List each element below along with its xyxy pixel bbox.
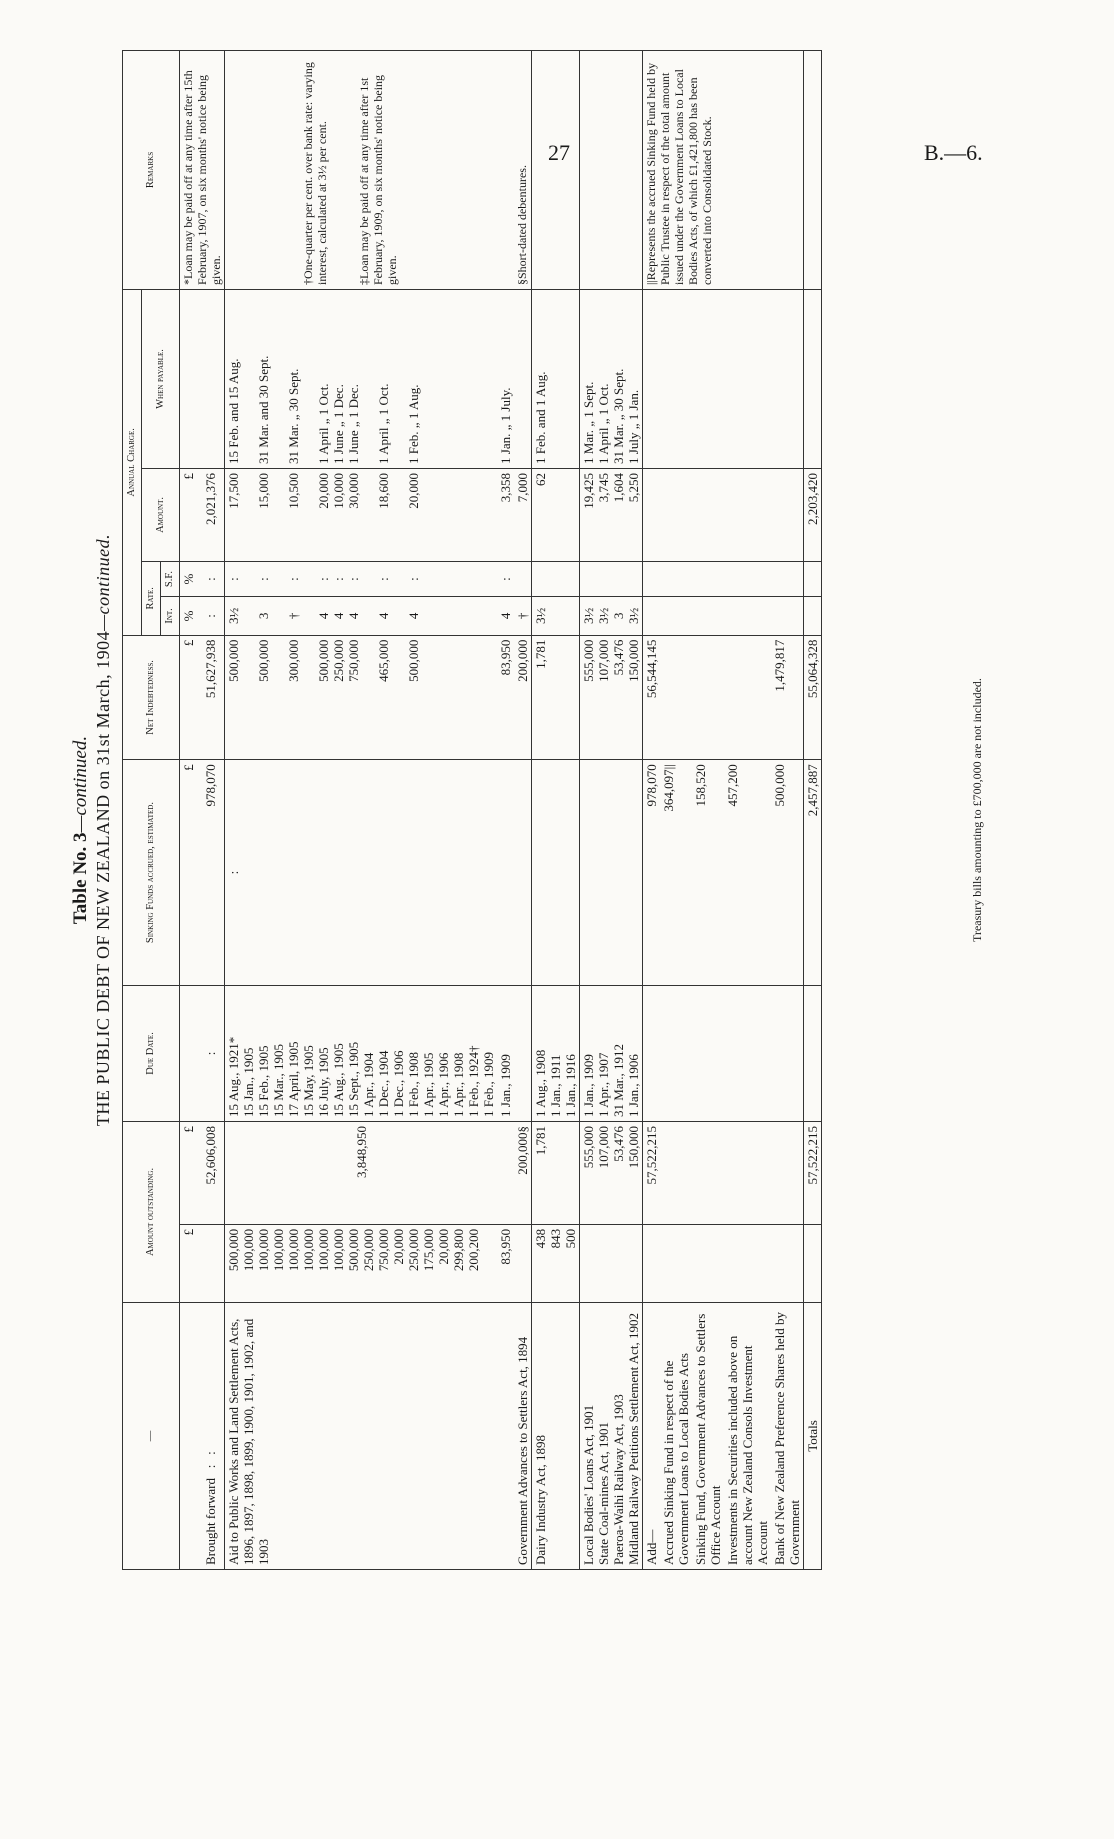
sinking-fund: 158,520 [692, 760, 724, 986]
sinking-fund: 2,457,887 [804, 760, 822, 986]
col-when: When payable. [142, 290, 180, 469]
row-label: Accrued Sinking Fund in respect of the Government Loans to Local Bodies Acts [660, 1303, 692, 1570]
sinking-fund: : [225, 760, 498, 986]
units-row [180, 51, 203, 1570]
due-date: : [202, 985, 225, 1121]
aid-net: 500,000 500,000 300,000 500,000 250,000 750,000 465,000 500,000 [225, 635, 498, 760]
unit-pound: £ [180, 468, 203, 561]
outstanding-total: 3,848,950 [225, 1121, 498, 1224]
local-labels: Local Bodies' Loans Act, 1901 State Coal-mines Act, 1901 Paeroa-Waihi Railway Act, 1903 Midland Railway Petitions Settlement Act, 1902 [580, 1303, 643, 1570]
col-sinking: Sinking Funds accrued, estimated. [123, 760, 180, 986]
aid-due-dates: 15 Aug., 1921* 15 Jan., 1905 15 Feb., 1905 15 Mar., 1905 17 April, 1905 15 May, 1905 16 July, 1905 15 Aug., 1905 15 Sept., 1905 1 Apr., 1904 1 Dec., 1904 1 Dec., 1906 1 Feb., 1908 1 Apr., 1905 1 Apr., 1906 1 Apr., 1908 1 Feb., 1924† 1 Feb., 1909 [225, 985, 498, 1121]
row-label: Add— [643, 1303, 661, 1570]
table-row [580, 51, 643, 1570]
outstanding-total: 52,606,008 [202, 1121, 225, 1224]
table-row [225, 51, 498, 1570]
when-payable: 1 Feb. and 1 Aug. [532, 290, 580, 469]
dairy-amounts: 438 843 500 [532, 1224, 580, 1302]
row-label: Dairy Industry Act, 1898 [532, 1303, 580, 1570]
row-label: Sinking Fund, Government Advances to Settlers Office Account [692, 1303, 724, 1570]
local-when: 1 Mar. „ 1 Sept. 1 April „ 1 Oct. 31 Mar. „ 30 Sept. 1 July „ 1 Jan. [580, 290, 643, 469]
sinking-fund: 978,070 [643, 760, 661, 986]
table-row [497, 51, 514, 1570]
sinking-fund: 500,000 [771, 760, 804, 986]
footnote: Treasury bills amounting to £700,000 are not included. [970, 678, 984, 942]
subtotal-row [643, 51, 661, 1570]
aid-annual: 17,500 15,000 10,500 20,000 10,000 30,000 18,600 20,000 [225, 468, 498, 561]
col-outstanding: Amount outstanding. [123, 1121, 180, 1302]
col-sf: S.F. [161, 561, 180, 596]
col-rate: Rate. [142, 561, 161, 635]
sinking-fund: 457,200 [724, 760, 771, 986]
table-heading: THE PUBLIC DEBT OF NEW ZEALAND on 31st March, 1904—continued. [93, 533, 113, 1127]
annual-amount: 62 [532, 468, 580, 561]
unit-pound: £ [180, 760, 203, 986]
unit-pound: £ [180, 1224, 203, 1302]
local-totals: 555,000 107,000 53,476 150,000 [580, 1121, 643, 1224]
row-label: Bank of New Zealand Preference Shares held by Government [771, 1303, 804, 1570]
aid-sf: : : : : : : : : [225, 561, 498, 596]
net-deduction: 1,479,817 [771, 635, 804, 760]
row-label [497, 1303, 514, 1570]
table-row [514, 51, 532, 1570]
local-annual: 19,425 3,745 1,604 5,250 [580, 468, 643, 561]
table-row [532, 51, 580, 1570]
net-indebtedness: 51,627,938 [202, 635, 225, 760]
row-label: Brought forward : : [202, 1303, 225, 1570]
remarks-aid [225, 51, 498, 290]
sinking-fund: 364,097|| [660, 760, 692, 986]
remark-3: ‡Loan may be paid off at any time after 1st February, 1909, on six months' notice being given. [357, 74, 399, 285]
due-date: 1 Jan., 1909 [497, 985, 514, 1121]
aid-when-payable: 15 Feb. and 15 Aug. 31 Mar. and 30 Sept. 31 Mar. „ 30 Sept. 1 April „ 1 Oct. 1 June „ 1 Dec. 1 June „ 1 Dec. 1 April „ 1 Oct. 1 Feb. „ 1 Aug. [225, 290, 498, 469]
public-debt-table [122, 50, 822, 1570]
local-int: 3½ 3½ 3 3½ [580, 597, 643, 636]
annual-amount: 3,358 [497, 468, 514, 561]
unit-pct: % [180, 561, 203, 596]
annual-amount: 7,000 [514, 468, 532, 561]
when-payable: 1 Jan. „ 1 July. [497, 290, 514, 469]
rotated-table-sheet [70, 0, 1030, 1590]
aid-int: 3½ 3 † 4 4 4 4 4 [225, 597, 498, 636]
remark-4: §Short-dated debentures. [514, 51, 532, 290]
remark-1: *Loan may be paid off at any time after 15th February, 1907, on six months' notice being given. [180, 51, 225, 290]
outstanding-total: 57,522,215 [643, 1121, 661, 1224]
net-indebtedness: 55,064,328 [804, 635, 822, 760]
outstanding-total: 57,522,215 [804, 1121, 822, 1224]
document-reference: B.—6. [924, 140, 983, 165]
row-label: Investments in Securities included above on account New Zealand Consols Investment Account [724, 1303, 771, 1570]
net-indebtedness: 1,781 [532, 635, 580, 760]
col-annual: Annual Charge. [123, 290, 142, 636]
local-dues: 1 Jan., 1909 1 Apr., 1907 31 Mar., 1912 1 Jan., 1906 [580, 985, 643, 1121]
rate-int: : [202, 597, 225, 636]
outstanding-amount: 83,950 [497, 1224, 514, 1302]
aid-amounts: 500,000 100,000 100,000 100,000 100,000 100,000 100,000 100,000 500,000 250,000 750,000 20,000 250,000 175,000 20,000 299,800 200,200 [225, 1224, 498, 1302]
col-remarks: Remarks [123, 51, 180, 290]
remark-5: ||Represents the accrued Sinking Fund held by Public Trustee in respect of the total amount issued under the Government Loans to Local Bodies Acts, of which £1,421,800 has been converted into Consolidated Stock. [643, 51, 804, 290]
col-description: — [123, 1303, 180, 1570]
sinking-fund: 978,070 [202, 760, 225, 986]
col-int: Int. [161, 597, 180, 636]
annual-amount: 2,021,376 [202, 468, 225, 561]
col-due: Due Date. [123, 985, 180, 1121]
net-indebtedness: 200,000 [514, 635, 532, 760]
local-net: 555,000 107,000 53,476 150,000 [580, 635, 643, 760]
col-amount: Amount. [142, 468, 180, 561]
row-label: Government Advances to Settlers Act, 1894 [514, 1303, 532, 1570]
annual-amount: 2,203,420 [804, 468, 822, 561]
col-net: Net Indebtedness. [123, 635, 180, 760]
rate-int: 4 [497, 597, 514, 636]
row-label: Totals [804, 1303, 822, 1570]
outstanding-total: 200,000§ [514, 1121, 532, 1224]
remark-2: †One-quarter per cent. over bank rate: varying interest, calculated at 3½ per cent. [301, 62, 329, 285]
net-indebtedness: 56,544,145 [643, 635, 661, 760]
unit-pound: £ [180, 1121, 203, 1224]
unit-pound: £ [180, 635, 203, 760]
rate-sf: : [202, 561, 225, 596]
totals-row [804, 51, 822, 1570]
rate-int: † [514, 597, 532, 636]
net-indebtedness: 83,950 [497, 635, 514, 760]
rate-sf: : [497, 561, 514, 596]
table-title: Table No. 3—continued. [70, 735, 91, 925]
unit-pct: % [180, 597, 203, 636]
page-number: 27 [548, 140, 570, 165]
rate-int: 3½ [532, 597, 580, 636]
row-label: Aid to Public Works and Land Settlement Acts, 1896, 1897, 1898, 1899, 1900, 1901, 1902, and 1903 [225, 1303, 498, 1570]
dairy-due-dates: 1 Aug., 1908 1 Jan., 1911 1 Jan., 1916 [532, 985, 580, 1121]
outstanding-total: 1,781 [532, 1121, 580, 1224]
